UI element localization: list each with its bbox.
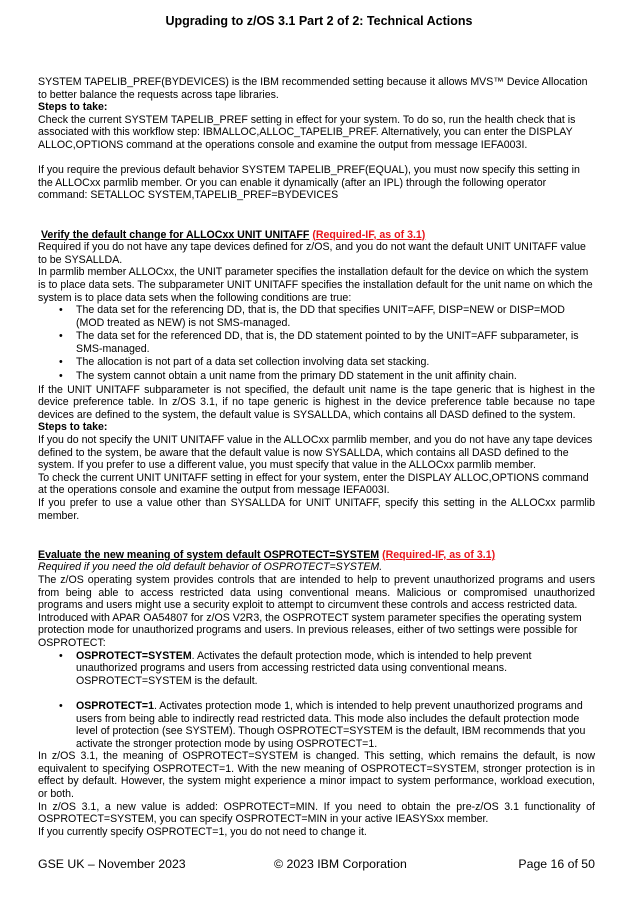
list-item: • The allocation is not part of a data set collection involving data set stacking.	[38, 356, 595, 369]
unitaff-paragraph-2: In parmlib member ALLOCxx, the UNIT parameter specifies the installation default for the device on which the system is to place data sets. The subparameter UNIT UNITAFF specifies the installation default for the unit name on which the system is to place data sets when the following conditions are true:	[38, 266, 593, 304]
osprotect-paragraph-4: In z/OS 3.1, a new value is added: OSPROTECT=MIN. If you need to obtain the pre-z/OS 3.1 functionality of OSPROTECT=SYSTEM, you can specify OSPROTECT=MIN in your active IEASYSxx member.	[38, 800, 595, 826]
osprotect-options-list	[38, 650, 595, 751]
page-header: Upgrading to z/OS 3.1 Part 2 of 2: Technical Actions	[165, 14, 473, 28]
option-description: . Activates protection mode 1, which is intended to help prevent unauthorized programs and users from being able to indirectly read restricted data. This mode also includes the default protection mode level of protection (see SYSTEM). Though OSPROTECT=SYSTEM is the default, IBM recommends that you activate the stronger protection mode by using OSPROTECT=1.	[76, 699, 586, 750]
option-description: . Activates the default protection mode, which is intended to help prevent unauthorized programs and users from accessing restricted data using conventional means. OSPROTECT=SYSTEM is the default.	[76, 649, 532, 687]
footer-page-number: Page 16 of 50	[518, 857, 595, 871]
osprotect-required-tag: (Required-IF, as of 3.1)	[382, 548, 496, 561]
osprotect-paragraph-3: In z/OS 3.1, the meaning of OSPROTECT=SYSTEM is changed. This setting, which remains the default, is now equivalent to specifying OSPROTECT=1. With the new meaning of OSPROTECT=SYSTEM, stronger protection is in effect by default. However, the system might experience a minor impact to system performance, workload execution, or both.	[38, 750, 595, 801]
unitaff-paragraph-6: If you prefer to use a value other than SYSALLDA for UNIT UNITAFF, specify this setting in the ALLOCxx parmlib member.	[38, 497, 595, 522]
page-footer	[38, 857, 595, 873]
footer-event: GSE UK – November 2023	[38, 857, 186, 871]
option-name: OSPROTECT=1	[76, 699, 154, 712]
unitaff-heading	[38, 229, 595, 242]
tapelib-paragraph-1: SYSTEM TAPELIB_PREF(BYDEVICES) is the IBM recommended setting because it allows MVS™ Device Allocation to better balance the requests across tape libraries.	[38, 76, 588, 101]
list-spacer	[38, 687, 595, 700]
osprotect-heading-text: Evaluate the new meaning of system default OSPROTECT=SYSTEM	[38, 548, 380, 561]
unitaff-paragraph-4: If you do not specify the UNIT UNITAFF value in the ALLOCxx parmlib member, and you do not have any tape devices defined to the system, be aware that the default value is now SYSALLDA, which contains all DASD defined to the system. If you prefer to use a different value, you must specify that value in the ALLOCxx parmlib member.	[38, 434, 593, 472]
list-item: • The data set for the referencing DD, that is, the DD that specifies UNIT=AFF, DISP=NEW or DISP=MOD (MOD treated as NEW) is not SMS-managed.	[38, 304, 595, 329]
list-item	[38, 650, 595, 688]
unitaff-paragraph-1: Required if you do not have any tape devices defined for z/OS, and you do not want the default UNIT UNITAFF value to be SYSALLDA.	[38, 241, 586, 266]
tapelib-paragraph-3: If you require the previous default behavior SYSTEM TAPELIB_PREF(EQUAL), you must now specify this setting in the ALLOCxx parmlib member. Or you can enable it dynamically (after an IPL) through the following operator command: SETALLOC SYSTEM,TAPELIB_PREF=BYDEVICES	[38, 164, 580, 202]
osprotect-paragraph-5: If you currently specify OSPROTECT=1, you do not need to change it.	[38, 825, 367, 838]
unitaff-steps-label: Steps to take:	[38, 421, 108, 434]
list-item: • The data set for the referenced DD, that is, the DD statement pointed to by the UNIT=AFF subparameter, is SMS-managed.	[38, 330, 595, 355]
osprotect-italic-note: Required if you need the old default behavior of OSPROTECT=SYSTEM.	[38, 561, 383, 574]
unitaff-heading-text: Verify the default change for ALLOCxx UNIT UNITAFF	[40, 228, 310, 241]
osprotect-heading	[38, 549, 595, 562]
unitaff-required-tag: (Required-IF, as of 3.1)	[312, 228, 426, 241]
osprotect-paragraph-2: Introduced with APAR OA54807 for z/OS V2R3, the OSPROTECT system parameter specifies the operating system protection mode for unauthorized programs and users. In previous releases, either of two settings were possible for OSPROTECT:	[38, 611, 582, 649]
unitaff-conditions-list	[38, 304, 595, 383]
tapelib-paragraph-2: Check the current SYSTEM TAPELIB_PREF setting in effect for your system. To do so, run the health check that is associated with this workflow step: IBMALLOC,ALLOC_TAPELIB_PREF. Alternatively, you can enter the DISPLAY ALLOC,OPTIONS command at the operations console and examine the output from message IEFA003I.	[38, 113, 576, 151]
list-item	[38, 700, 595, 750]
list-item: • The system cannot obtain a unit name from the primary DD statement in the unit affinity chain.	[38, 370, 595, 383]
footer-copyright: © 2023 IBM Corporation	[274, 857, 407, 871]
option-name: OSPROTECT=SYSTEM	[76, 649, 192, 662]
unitaff-paragraph-3: If the UNIT UNITAFF subparameter is not specified, the default unit name is the tape generic that is highest in the device preference table. In z/OS 3.1, if no tape generic is highest in the device preference table because no tape devices are defined to the system, the default value is SYSALLDA, which contains all DASD defined to the system.	[38, 383, 595, 421]
unitaff-paragraph-5: To check the current UNIT UNITAFF setting in effect for your system, enter the DISPLAY ALLOC,OPTIONS command at the operations console and examine the output from message IEFA003I.	[38, 471, 589, 497]
osprotect-paragraph-1: The z/OS operating system provides controls that are intended to help to prevent unauthorized programs and users from being able to access restricted data using conventional means. Malicious or compromised unauthorized programs and users might use a security exploit to attempt to circumvent these controls and access restricted data.	[38, 573, 595, 612]
tapelib-steps-label: Steps to take:	[38, 101, 108, 114]
document-body	[38, 76, 595, 838]
